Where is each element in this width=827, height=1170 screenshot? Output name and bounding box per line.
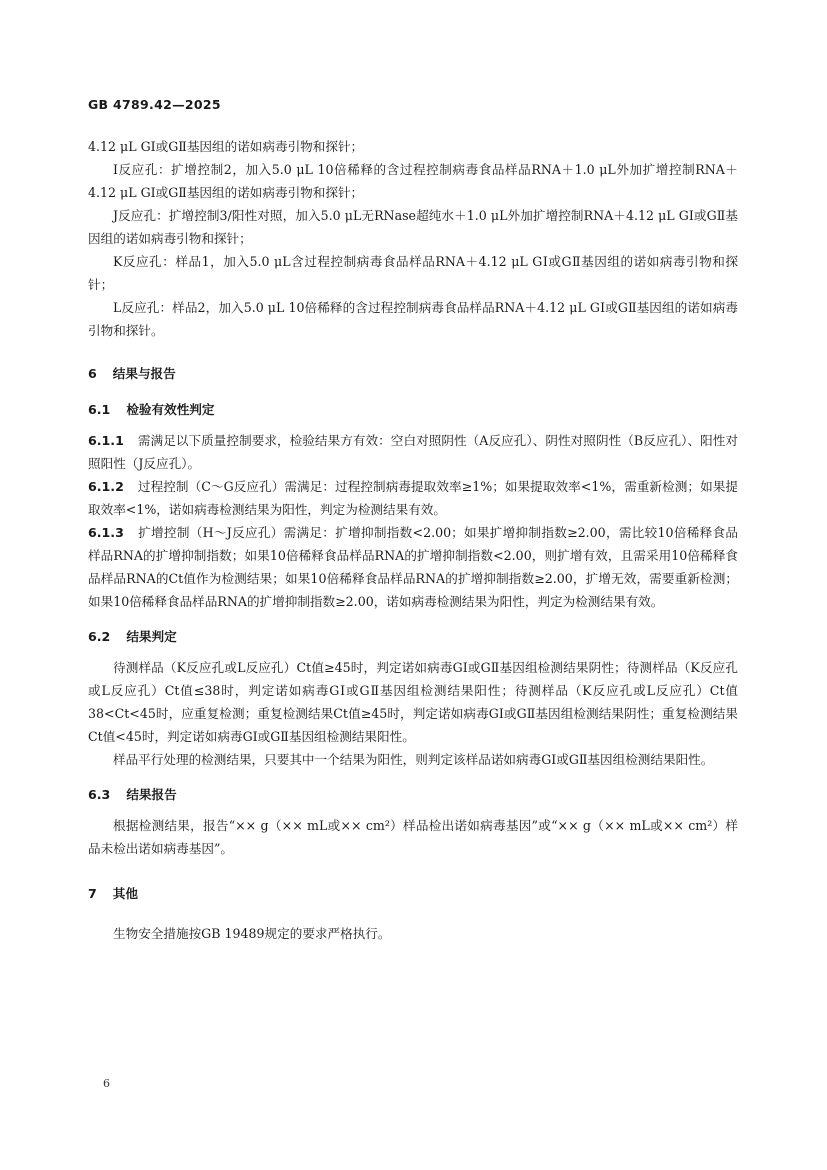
body-text bbox=[88, 135, 738, 945]
section-6-2-heading bbox=[88, 625, 738, 648]
clause-6-1-1 bbox=[88, 429, 738, 475]
section-7-title: 其他 bbox=[112, 886, 138, 901]
reaction-well-i: I反应孔：扩增控制2，加入5.0 μL 10倍稀释的含过程控制病毒食品样品RNA＋1.0 μL外加扩增控制RNA＋4.12 μL GⅠ或GⅡ基因组的诺如病毒引物和探针； bbox=[88, 162, 738, 200]
clause-6-1-2 bbox=[88, 475, 738, 521]
section-6-3-number: 6.3 bbox=[88, 787, 111, 802]
clause-6-1-3-number: 6.1.3 bbox=[88, 525, 124, 540]
section-6-2-paragraph-1: 待测样品（K反应孔或L反应孔）Ct值≥45时，判定诺如病毒GⅠ或GⅡ基因组检测结果阴性；待测样品（K反应孔或L反应孔）Ct值≤38时，判定诺如病毒GⅠ或GⅡ基因组检测结果阳性；待测样品（K反应孔或L反应孔）Ct值38<Ct<45时，应重复检测；重复检测结果Ct值≥45时，判定诺如病毒GⅠ或GⅡ基因组检测结果阴性；重复检测结果Ct值<45时，判定诺如病毒GⅠ或GⅡ基因组检测结果阳性。 bbox=[88, 660, 738, 744]
section-6-2-title: 结果判定 bbox=[126, 629, 177, 644]
section-7-number: 7 bbox=[88, 886, 97, 901]
reaction-well-l: L反应孔：样品2，加入5.0 μL 10倍稀释的含过程控制病毒食品样品RNA＋4.12 μL GⅠ或GⅡ基因组的诺如病毒引物和探针。 bbox=[88, 300, 738, 338]
section-6-3-paragraph: 根据检测结果，报告“×× g（×× mL或×× cm²）样品检出诺如病毒基因”或“×× g（×× mL或×× cm²）样品未检出诺如病毒基因”。 bbox=[88, 818, 738, 856]
section-6-number: 6 bbox=[88, 366, 97, 381]
section-6-2-number: 6.2 bbox=[88, 629, 111, 644]
section-6-title: 结果与报告 bbox=[112, 366, 176, 381]
section-6-1-number: 6.1 bbox=[88, 402, 111, 417]
page-number: 6 bbox=[103, 1077, 110, 1090]
section-7-heading bbox=[88, 882, 738, 905]
clause-6-1-1-number: 6.1.1 bbox=[88, 433, 124, 448]
reaction-continued: 4.12 μL GⅠ或GⅡ基因组的诺如病毒引物和探针； bbox=[88, 139, 364, 154]
clause-6-1-2-number: 6.1.2 bbox=[88, 479, 124, 494]
section-6-3-heading bbox=[88, 783, 738, 806]
reaction-well-j: J反应孔：扩增控制3/阳性对照，加入5.0 μL无RNase超纯水＋1.0 μL外加扩增控制RNA＋4.12 μL GⅠ或GⅡ基因组的诺如病毒引物和探针； bbox=[88, 208, 738, 246]
clause-6-1-3-text: 扩增控制（H～J反应孔）需满足：扩增抑制指数<2.00；如果扩增抑制指数≥2.00，需比较10倍稀释食品样品RNA的扩增抑制指数；如果10倍稀释食品样品RNA的扩增抑制指数<2.00，则扩增有效，且需采用10倍稀释食品样品RNA的Ct值作为检测结果；如果10倍稀释食品样品RNA的扩增抑制指数≥2.00，扩增无效，需要重新检测；如果10倍稀释食品样品RNA的扩增抑制指数≥2.00，诺如病毒检测结果为阳性，判定为检测结果有效。 bbox=[88, 525, 738, 609]
clause-6-1-1-text: 需满足以下质量控制要求，检验结果方有效：空白对照阴性（A反应孔）、阴性对照阴性（B反应孔）、阳性对照阳性（J反应孔）。 bbox=[88, 433, 738, 471]
section-6-1-title: 检验有效性判定 bbox=[126, 402, 215, 417]
section-7-paragraph: 生物安全措施按GB 19489规定的要求严格执行。 bbox=[113, 926, 391, 941]
standard-number: GB 4789.42—2025 bbox=[88, 97, 221, 112]
section-6-3-title: 结果报告 bbox=[126, 787, 177, 802]
section-6-heading bbox=[88, 362, 738, 385]
clause-6-1-2-text: 过程控制（C～G反应孔）需满足：过程控制病毒提取效率≥1%；如果提取效率<1%，需重新检测；如果提取效率<1%，诺如病毒检测结果为阳性，判定为检测结果有效。 bbox=[88, 479, 738, 517]
section-6-2-paragraph-2: 样品平行处理的检测结果，只要其中一个结果为阳性，则判定该样品诺如病毒GⅠ或GⅡ基因组检测结果阳性。 bbox=[113, 752, 714, 767]
clause-6-1-3 bbox=[88, 521, 738, 613]
reaction-well-k: K反应孔：样品1，加入5.0 μL含过程控制病毒食品样品RNA＋4.12 μL GⅠ或GⅡ基因组的诺如病毒引物和探针； bbox=[88, 254, 738, 292]
section-6-1-heading bbox=[88, 398, 738, 421]
